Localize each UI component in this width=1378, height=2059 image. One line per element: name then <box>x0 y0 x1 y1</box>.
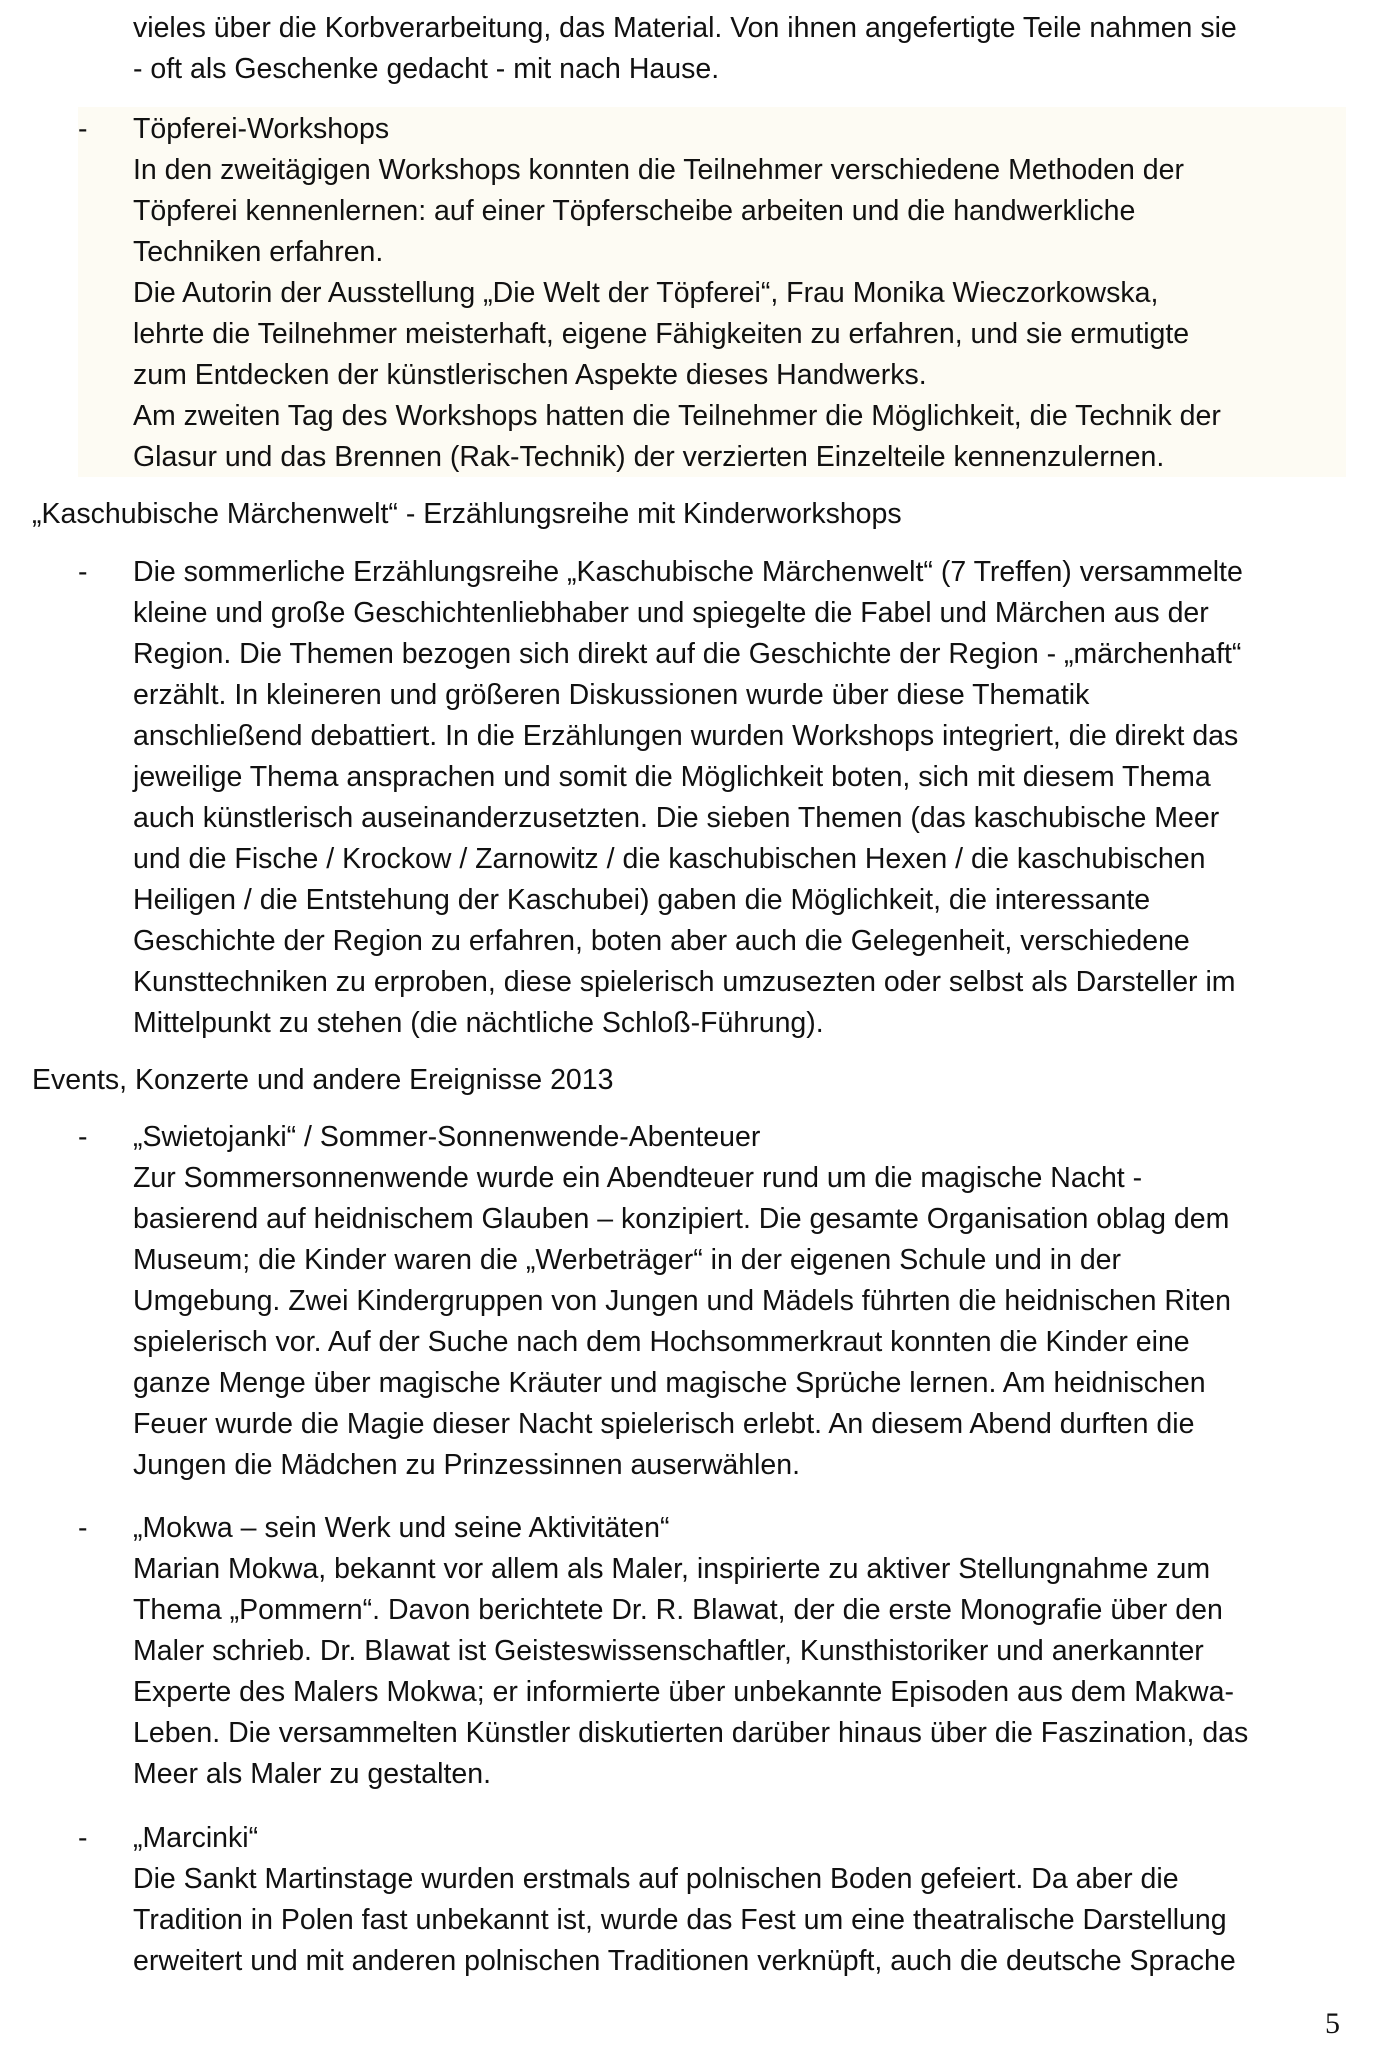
list-item-body <box>133 1117 1351 1486</box>
list-dash: - <box>78 556 88 588</box>
list-item-title: „Mokwa – sein Werk und seine Aktivitäten“ <box>133 1512 670 1544</box>
text-line: - oft als Geschenke gedacht - mit nach Hause. <box>133 53 720 85</box>
text-line: Heiligen / die Entstehung der Kaschubei) gaben die Möglichkeit, die interessante <box>133 884 1151 916</box>
text-line: Die Autorin der Ausstellung „Die Welt der Töpferei“, Frau Monika Wieczorkowska, <box>133 277 1159 309</box>
list-dash: - <box>78 1822 88 1854</box>
text-line: Thema „Pommern“. Davon berichtete Dr. R. Blawat, der die erste Monografie über den <box>133 1594 1223 1626</box>
text-line: Am zweiten Tag des Workshops hatten die Teilnehmer die Möglichkeit, die Technik der <box>133 400 1221 432</box>
list-item-title: „Swietojanki“ / Sommer-Sonnenwende-Abenteuer <box>133 1121 761 1153</box>
text-line: Meer als Maler zu gestalten. <box>133 1758 491 1790</box>
text-line: Leben. Die versammelten Künstler diskutierten darüber hinaus über die Faszination, das <box>133 1717 1249 1749</box>
list-item-title: Töpferei-Workshops <box>133 113 390 145</box>
text-line: Töpferei kennenlernen: auf einer Töpferscheibe arbeiten und die handwerkliche <box>133 195 1136 227</box>
list-item-body <box>133 1508 1351 1795</box>
text-line: zum Entdecken der künstlerischen Aspekte dieses Handwerks. <box>133 359 927 391</box>
text-line: In den zweitägigen Workshops konnten die Teilnehmer verschiedene Methoden der <box>133 154 1184 186</box>
text-line: Maler schrieb. Dr. Blawat ist Geisteswissenschaftler, Kunsthistoriker und anerkannter <box>133 1635 1204 1667</box>
text-line: Die sommerliche Erzählungsreihe „Kaschubische Märchenwelt“ (7 Treffen) versammelte <box>133 556 1243 588</box>
list-item-body <box>133 552 1351 1044</box>
text-line: Techniken erfahren. <box>133 236 384 268</box>
text-line: kleine und große Geschichtenliebhaber und spiegelte die Fabel und Märchen aus der <box>133 597 1209 629</box>
text-line: Die Sankt Martinstage wurden erstmals auf polnischen Boden gefeiert. Da aber die <box>133 1863 1179 1895</box>
text-line: Feuer wurde die Magie dieser Nacht spielerisch erlebt. An diesem Abend durften die <box>133 1408 1195 1440</box>
list-item-body <box>133 1818 1351 1982</box>
text-line: lehrte die Teilnehmer meisterhaft, eigene Fähigkeiten zu erfahren, und sie ermutigte <box>133 318 1190 350</box>
text-line: und die Fische / Krockow / Zarnowitz / die kaschubischen Hexen / die kaschubischen <box>133 843 1206 875</box>
text-line: jeweilige Thema ansprachen und somit die Möglichkeit boten, sich mit diesem Thema <box>133 761 1211 793</box>
text-line: Experte des Malers Mokwa; er informierte über unbekannte Episoden aus dem Makwa- <box>133 1676 1234 1708</box>
text-line: ganze Menge über magische Kräuter und magische Sprüche lernen. Am heidnischen <box>133 1367 1206 1399</box>
text-line: Mittelpunkt zu stehen (die nächtliche Schloß-Führung). <box>133 1007 824 1039</box>
list-item-title: „Marcinki“ <box>133 1822 259 1854</box>
list-dash: - <box>78 113 88 145</box>
text-line: Tradition in Polen fast unbekannt ist, wurde das Fest um eine theatralische Darstellung <box>133 1904 1227 1936</box>
text-line: Jungen die Mädchen zu Prinzessinnen auserwählen. <box>133 1449 801 1481</box>
list-dash: - <box>78 1512 88 1544</box>
section-heading-events: Events, Konzerte und andere Ereignisse 2013 <box>32 1064 614 1096</box>
list-dash: - <box>78 1121 88 1153</box>
text-line: Region. Die Themen bezogen sich direkt auf die Geschichte der Region - „märchenhaft“ <box>133 638 1242 670</box>
text-line: basierend auf heidnischem Glauben – konzipiert. Die gesamte Organisation oblag dem <box>133 1203 1230 1235</box>
list-item-body <box>133 109 1351 478</box>
section-heading-fairytale: „Kaschubische Märchenwelt“ - Erzählungsreihe mit Kinderworkshops <box>32 498 902 530</box>
text-line: erweitert und mit anderen polnischen Traditionen verknüpft, auch die deutsche Sprache <box>133 1945 1236 1977</box>
text-line: Kunsttechniken zu erproben, diese spielerisch umzusezten oder selbst als Darsteller im <box>133 966 1236 998</box>
text-line: Umgebung. Zwei Kindergruppen von Jungen und Mädels führten die heidnischen Riten <box>133 1285 1231 1317</box>
text-line: erzählt. In kleineren und größeren Diskussionen wurde über diese Thematik <box>133 679 1090 711</box>
text-line: Glasur und das Brennen (Rak-Technik) der verzierten Einzelteile kennenzulernen. <box>133 441 1165 473</box>
page-number: 5 <box>1325 2007 1340 2040</box>
text-line: Museum; die Kinder waren die „Werbeträger“ in der eigenen Schule und in der <box>133 1244 1122 1276</box>
text-line: Geschichte der Region zu erfahren, boten aber auch die Gelegenheit, verschiedene <box>133 925 1190 957</box>
text-line: spielerisch vor. Auf der Suche nach dem Hochsommerkraut konnten die Kinder eine <box>133 1326 1190 1358</box>
text-line: auch künstlerisch auseinanderzusetzten. Die sieben Themen (das kaschubische Meer <box>133 802 1220 834</box>
text-line: anschließend debattiert. In die Erzählungen wurden Workshops integriert, die direkt das <box>133 720 1239 752</box>
text-line: vieles über die Korbverarbeitung, das Material. Von ihnen angefertigte Teile nahmen sie <box>133 12 1237 44</box>
text-line: Marian Mokwa, bekannt vor allem als Maler, inspirierte zu aktiver Stellungnahme zum <box>133 1553 1211 1585</box>
text-line: Zur Sommersonnenwende wurde ein Abendteuer rund um die magische Nacht - <box>133 1162 1143 1194</box>
top-paragraph <box>133 8 1353 90</box>
